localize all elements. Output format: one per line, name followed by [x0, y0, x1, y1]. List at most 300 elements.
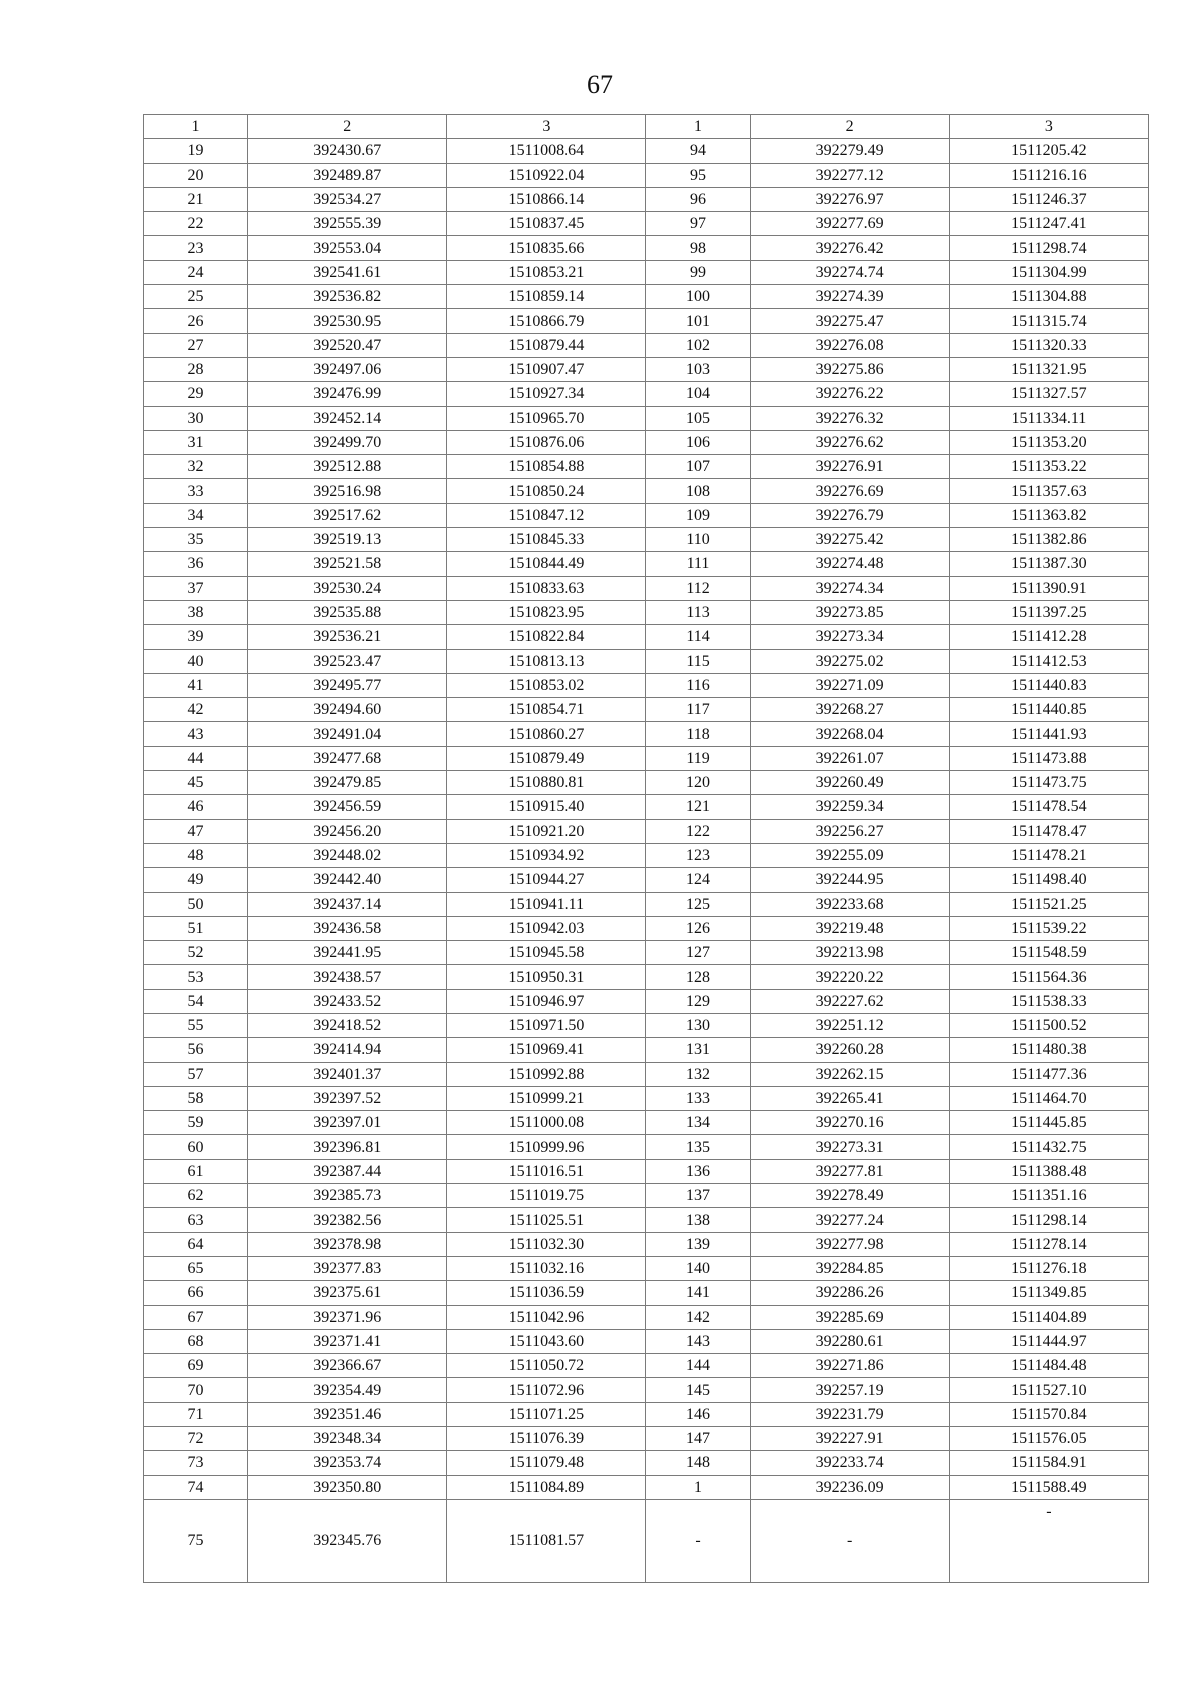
- table-cell: 392401.37: [248, 1062, 447, 1086]
- table-row: [144, 600, 1149, 624]
- table-cell: 1511478.21: [949, 843, 1148, 867]
- table-row: [144, 1159, 1149, 1183]
- table-row: [144, 357, 1149, 381]
- table-cell: 49: [144, 868, 248, 892]
- table-cell: 392251.12: [750, 1013, 949, 1037]
- table-cell: 137: [646, 1184, 750, 1208]
- table-cell: 1511500.52: [949, 1013, 1148, 1037]
- table-cell: 1510879.49: [447, 746, 646, 770]
- table-cell: 48: [144, 843, 248, 867]
- table-cell: 129: [646, 989, 750, 1013]
- table-cell: 1511079.48: [447, 1451, 646, 1475]
- table-cell: 1511588.49: [949, 1475, 1148, 1499]
- table-cell: 1511247.41: [949, 212, 1148, 236]
- table-cell: 1511351.16: [949, 1184, 1148, 1208]
- table-row: [144, 819, 1149, 843]
- table-cell: 26: [144, 309, 248, 333]
- table-row: [144, 1256, 1149, 1280]
- table-cell: 119: [646, 746, 750, 770]
- table-cell: 1510823.95: [447, 600, 646, 624]
- table-cell: 1511084.89: [447, 1475, 646, 1499]
- table-cell: 147: [646, 1427, 750, 1451]
- table-cell: 392276.62: [750, 430, 949, 454]
- table-cell: 1511388.48: [949, 1159, 1148, 1183]
- table-row: [144, 1013, 1149, 1037]
- table-cell: 125: [646, 892, 750, 916]
- table-cell: 36: [144, 552, 248, 576]
- table-cell: 392236.09: [750, 1475, 949, 1499]
- table-cell: 121: [646, 795, 750, 819]
- table-row: [144, 722, 1149, 746]
- table-cell: 392277.69: [750, 212, 949, 236]
- table-cell: 27: [144, 333, 248, 357]
- table-cell: 41: [144, 673, 248, 697]
- table-cell: 392385.73: [248, 1184, 447, 1208]
- table-cell: 118: [646, 722, 750, 746]
- table-cell: 1511480.38: [949, 1038, 1148, 1062]
- table-body: [144, 139, 1149, 1500]
- table-row: [144, 1111, 1149, 1135]
- table-cell: 62: [144, 1184, 248, 1208]
- table-cell: 1511205.42: [949, 139, 1148, 163]
- table-cell: 1511298.14: [949, 1208, 1148, 1232]
- table-cell: 1511441.93: [949, 722, 1148, 746]
- table-cell: 392495.77: [248, 673, 447, 697]
- table-cell: 1511539.22: [949, 916, 1148, 940]
- table-cell: 131: [646, 1038, 750, 1062]
- page-number: 67: [587, 70, 613, 99]
- table-cell: 1510859.14: [447, 285, 646, 309]
- table-cell: 144: [646, 1354, 750, 1378]
- table-row: [144, 187, 1149, 211]
- table-cell: 392275.02: [750, 649, 949, 673]
- table-cell: 1511387.30: [949, 552, 1148, 576]
- table-cell: 392274.48: [750, 552, 949, 576]
- table-cell: 114: [646, 625, 750, 649]
- table-cell: 127: [646, 941, 750, 965]
- table-cell: 392519.13: [248, 528, 447, 552]
- table-cell: 1510866.14: [447, 187, 646, 211]
- table-cell: 30: [144, 406, 248, 430]
- table-cell: 392273.34: [750, 625, 949, 649]
- table-cell: 1511320.33: [949, 333, 1148, 357]
- header-cell: 2: [248, 115, 447, 139]
- table-cell: 70: [144, 1378, 248, 1402]
- table-cell: 148: [646, 1451, 750, 1475]
- table-cell: 43: [144, 722, 248, 746]
- table-cell: 140: [646, 1256, 750, 1280]
- table-cell: 1511478.54: [949, 795, 1148, 819]
- table-row: [144, 1354, 1149, 1378]
- table-row: [144, 479, 1149, 503]
- table-cell: 1510934.92: [447, 843, 646, 867]
- table-cell: 145: [646, 1378, 750, 1402]
- table-cell: 136: [646, 1159, 750, 1183]
- table-cell: 1511000.08: [447, 1111, 646, 1135]
- table-row: [144, 1232, 1149, 1256]
- table-cell: 1510945.58: [447, 941, 646, 965]
- table-cell: 1511357.63: [949, 479, 1148, 503]
- table-cell: 141: [646, 1281, 750, 1305]
- table-cell: 142: [646, 1305, 750, 1329]
- table-cell: 1510847.12: [447, 503, 646, 527]
- table-cell: 1511576.05: [949, 1427, 1148, 1451]
- table-cell: 392276.91: [750, 455, 949, 479]
- table-cell: 392227.91: [750, 1427, 949, 1451]
- header-cell: 3: [447, 115, 646, 139]
- table-row: [144, 1135, 1149, 1159]
- table-cell: 392354.49: [248, 1378, 447, 1402]
- table-cell: 392270.16: [750, 1111, 949, 1135]
- table-cell: 1511484.48: [949, 1354, 1148, 1378]
- table-cell: 39: [144, 625, 248, 649]
- table-cell: 1511304.99: [949, 260, 1148, 284]
- table-cell: 392350.80: [248, 1475, 447, 1499]
- table-cell: 1511050.72: [447, 1354, 646, 1378]
- table-cell: 392276.08: [750, 333, 949, 357]
- table-cell: 392437.14: [248, 892, 447, 916]
- table-cell: 1511276.18: [949, 1256, 1148, 1280]
- table-cell: 1511498.40: [949, 868, 1148, 892]
- table-cell: 97: [646, 212, 750, 236]
- table-row: [144, 1329, 1149, 1353]
- table-cell: 1511412.53: [949, 649, 1148, 673]
- table-cell: 55: [144, 1013, 248, 1037]
- table-cell: 1510992.88: [447, 1062, 646, 1086]
- table-cell: 392378.98: [248, 1232, 447, 1256]
- table-cell: 392387.44: [248, 1159, 447, 1183]
- table-row: [144, 1475, 1149, 1499]
- table-cell: 392257.19: [750, 1378, 949, 1402]
- table-cell: 392371.41: [248, 1329, 447, 1353]
- table-cell: 392233.74: [750, 1451, 949, 1475]
- table-row: [144, 892, 1149, 916]
- table-cell: 392276.32: [750, 406, 949, 430]
- table-row: [144, 528, 1149, 552]
- table-cell: 51: [144, 916, 248, 940]
- coordinates-table: [143, 114, 1149, 1583]
- table-cell: 392535.88: [248, 600, 447, 624]
- table-row: [144, 1402, 1149, 1426]
- table-cell: 1510822.84: [447, 625, 646, 649]
- table-cell: 69: [144, 1354, 248, 1378]
- table-cell: 139: [646, 1232, 750, 1256]
- table-cell: 392219.48: [750, 916, 949, 940]
- table-cell: 392256.27: [750, 819, 949, 843]
- table-cell: 1510971.50: [447, 1013, 646, 1037]
- table-cell: 1510969.41: [447, 1038, 646, 1062]
- table-row: [144, 406, 1149, 430]
- table-cell: 61: [144, 1159, 248, 1183]
- table-cell: 392277.12: [750, 163, 949, 187]
- table-cell: 133: [646, 1086, 750, 1110]
- table-cell: 392371.96: [248, 1305, 447, 1329]
- table-cell: 42: [144, 698, 248, 722]
- table-cell: 1510921.20: [447, 819, 646, 843]
- table-cell: 100: [646, 285, 750, 309]
- table-row: [144, 503, 1149, 527]
- table-cell: 392284.85: [750, 1256, 949, 1280]
- table-cell: 1511019.75: [447, 1184, 646, 1208]
- table-cell: 392397.01: [248, 1111, 447, 1135]
- table-cell: 29: [144, 382, 248, 406]
- table-cell: 57: [144, 1062, 248, 1086]
- table-cell: 392489.87: [248, 163, 447, 187]
- table-row: [144, 1208, 1149, 1232]
- table-cell: 1510922.04: [447, 163, 646, 187]
- table-cell: 392375.61: [248, 1281, 447, 1305]
- table-cell: 392521.58: [248, 552, 447, 576]
- table-cell: 64: [144, 1232, 248, 1256]
- table-cell: 392274.39: [750, 285, 949, 309]
- table-cell: 392517.62: [248, 503, 447, 527]
- table-cell: 1511477.36: [949, 1062, 1148, 1086]
- table-cell: 31: [144, 430, 248, 454]
- table-cell: 116: [646, 673, 750, 697]
- table-cell: 1511008.64: [447, 139, 646, 163]
- table-cell: 38: [144, 600, 248, 624]
- table-cell: 107: [646, 455, 750, 479]
- table-cell: 1511478.47: [949, 819, 1148, 843]
- table-cell: 112: [646, 576, 750, 600]
- table-cell: 392499.70: [248, 430, 447, 454]
- table-cell: 1511042.96: [447, 1305, 646, 1329]
- table-row: [144, 1499, 1149, 1582]
- table-cell: 1510835.66: [447, 236, 646, 260]
- table-cell: 392366.67: [248, 1354, 447, 1378]
- table-cell: 1510879.44: [447, 333, 646, 357]
- table-cell: 94: [646, 139, 750, 163]
- table-cell: 392268.04: [750, 722, 949, 746]
- table-cell: 124: [646, 868, 750, 892]
- table-cell: 25: [144, 285, 248, 309]
- table-cell: 130: [646, 1013, 750, 1037]
- table-row: [144, 1281, 1149, 1305]
- table-cell: 392274.34: [750, 576, 949, 600]
- table-row: [144, 430, 1149, 454]
- table-row: [144, 212, 1149, 236]
- table-row: [144, 1086, 1149, 1110]
- table-cell: 392275.47: [750, 309, 949, 333]
- table-cell: 134: [646, 1111, 750, 1135]
- table-cell: 1511278.14: [949, 1232, 1148, 1256]
- table-cell: 117: [646, 698, 750, 722]
- table-row: [144, 673, 1149, 697]
- table-cell: 392275.86: [750, 357, 949, 381]
- table-cell: 392418.52: [248, 1013, 447, 1037]
- table-cell: 392442.40: [248, 868, 447, 892]
- table-cell: 1510927.34: [447, 382, 646, 406]
- table-cell: 1510833.63: [447, 576, 646, 600]
- table-cell: 1511363.82: [949, 503, 1148, 527]
- table-cell: 22: [144, 212, 248, 236]
- table-cell: 1511353.20: [949, 430, 1148, 454]
- table-cell: 58: [144, 1086, 248, 1110]
- table-cell: 1511016.51: [447, 1159, 646, 1183]
- table-cell: 392286.26: [750, 1281, 949, 1305]
- table-cell: 1510941.11: [447, 892, 646, 916]
- table-cell: 392277.24: [750, 1208, 949, 1232]
- table-cell: 120: [646, 771, 750, 795]
- header-cell: 1: [646, 115, 750, 139]
- table-cell: 99: [646, 260, 750, 284]
- table-cell: 1511404.89: [949, 1305, 1148, 1329]
- table-cell: 1: [646, 1475, 750, 1499]
- table-cell: 44: [144, 746, 248, 770]
- table-cell: 392276.97: [750, 187, 949, 211]
- table-cell: 60: [144, 1135, 248, 1159]
- table-cell: 53: [144, 965, 248, 989]
- table-row: [144, 989, 1149, 1013]
- table-cell: 20: [144, 163, 248, 187]
- table-cell: 392260.49: [750, 771, 949, 795]
- table-row: [144, 941, 1149, 965]
- table-cell: 392261.07: [750, 746, 949, 770]
- table-cell: 111: [646, 552, 750, 576]
- table-cell: 75: [144, 1499, 248, 1582]
- table-cell: 1511349.85: [949, 1281, 1148, 1305]
- table-cell: 1510844.49: [447, 552, 646, 576]
- table-cell: 392273.85: [750, 600, 949, 624]
- table-cell: 1510942.03: [447, 916, 646, 940]
- table-row: [144, 1305, 1149, 1329]
- table-cell: 392491.04: [248, 722, 447, 746]
- table-cell: 1511527.10: [949, 1378, 1148, 1402]
- table-cell: 392377.83: [248, 1256, 447, 1280]
- table-cell: 392259.34: [750, 795, 949, 819]
- table-cell: -: [949, 1499, 1148, 1582]
- table-cell: 54: [144, 989, 248, 1013]
- table-cell: 392276.22: [750, 382, 949, 406]
- table-cell: 1511440.85: [949, 698, 1148, 722]
- table-cell: 47: [144, 819, 248, 843]
- table-cell: 1511584.91: [949, 1451, 1148, 1475]
- table-cell: 1511564.36: [949, 965, 1148, 989]
- table-cell: 67: [144, 1305, 248, 1329]
- table-cell: 392271.09: [750, 673, 949, 697]
- table-row: [144, 1038, 1149, 1062]
- table-cell: 35: [144, 528, 248, 552]
- table-cell: 1511473.75: [949, 771, 1148, 795]
- table-cell: 1511246.37: [949, 187, 1148, 211]
- table-cell: 105: [646, 406, 750, 430]
- table-row: [144, 576, 1149, 600]
- table-cell: 72: [144, 1427, 248, 1451]
- table-cell: 123: [646, 843, 750, 867]
- table-cell: 392227.62: [750, 989, 949, 1013]
- table-cell: 1511327.57: [949, 382, 1148, 406]
- table-cell: 1511397.25: [949, 600, 1148, 624]
- table-cell: 392278.49: [750, 1184, 949, 1208]
- table-cell: 37: [144, 576, 248, 600]
- table-row: [144, 868, 1149, 892]
- table-cell: 1510853.21: [447, 260, 646, 284]
- table-row: [144, 916, 1149, 940]
- table-cell: 33: [144, 479, 248, 503]
- table-cell: 1511440.83: [949, 673, 1148, 697]
- table-cell: 392534.27: [248, 187, 447, 211]
- table-cell: -: [646, 1499, 750, 1582]
- table-cell: 392494.60: [248, 698, 447, 722]
- table-cell: 1510946.97: [447, 989, 646, 1013]
- table-cell: 1511321.95: [949, 357, 1148, 381]
- table-cell: 40: [144, 649, 248, 673]
- table-row: [144, 455, 1149, 479]
- table-row: [144, 163, 1149, 187]
- table-cell: 135: [646, 1135, 750, 1159]
- table-cell: 392456.20: [248, 819, 447, 843]
- table-cell: 1511032.16: [447, 1256, 646, 1280]
- table-cell: 68: [144, 1329, 248, 1353]
- table-cell: 392274.74: [750, 260, 949, 284]
- table-cell: 392345.76: [248, 1499, 447, 1582]
- table-cell: 392277.98: [750, 1232, 949, 1256]
- table-cell: 392262.15: [750, 1062, 949, 1086]
- table-cell: 392438.57: [248, 965, 447, 989]
- table-cell: 1511071.25: [447, 1402, 646, 1426]
- table-cell: 392452.14: [248, 406, 447, 430]
- table-cell: 392348.34: [248, 1427, 447, 1451]
- table-cell: 109: [646, 503, 750, 527]
- table-row: [144, 1184, 1149, 1208]
- table-row: [144, 1451, 1149, 1475]
- table-cell: 392477.68: [248, 746, 447, 770]
- table-cell: 392275.42: [750, 528, 949, 552]
- table-cell: 138: [646, 1208, 750, 1232]
- table-cell: 392233.68: [750, 892, 949, 916]
- table-cell: 21: [144, 187, 248, 211]
- table-row: [144, 333, 1149, 357]
- table-cell: 392479.85: [248, 771, 447, 795]
- table-cell: 392396.81: [248, 1135, 447, 1159]
- table-cell: 1511353.22: [949, 455, 1148, 479]
- table-cell: 392523.47: [248, 649, 447, 673]
- table-cell: 392541.61: [248, 260, 447, 284]
- table-cell: 392441.95: [248, 941, 447, 965]
- table-cell: 1510854.71: [447, 698, 646, 722]
- table-cell: 392516.98: [248, 479, 447, 503]
- table-cell: 392260.28: [750, 1038, 949, 1062]
- table-row: [144, 1062, 1149, 1086]
- table-cell: 143: [646, 1329, 750, 1353]
- table-cell: 392512.88: [248, 455, 447, 479]
- table-cell: 392244.95: [750, 868, 949, 892]
- table-cell: 392536.21: [248, 625, 447, 649]
- table-cell: 96: [646, 187, 750, 211]
- table-cell: 113: [646, 600, 750, 624]
- table-cell: 1511464.70: [949, 1086, 1148, 1110]
- table-cell: 392351.46: [248, 1402, 447, 1426]
- table-cell: -: [750, 1499, 949, 1582]
- table-cell: 1510965.70: [447, 406, 646, 430]
- table-cell: 1510876.06: [447, 430, 646, 454]
- table-row: [144, 965, 1149, 989]
- table-cell: 132: [646, 1062, 750, 1086]
- table-cell: 1511444.97: [949, 1329, 1148, 1353]
- table-cell: 63: [144, 1208, 248, 1232]
- table-cell: 28: [144, 357, 248, 381]
- table-cell: 1511304.88: [949, 285, 1148, 309]
- table-cell: 122: [646, 819, 750, 843]
- table-cell: 1511076.39: [447, 1427, 646, 1451]
- table-cell: 24: [144, 260, 248, 284]
- table-row: [144, 382, 1149, 406]
- table-cell: 392276.42: [750, 236, 949, 260]
- table-cell: 392530.95: [248, 309, 447, 333]
- table-cell: 1510866.79: [447, 309, 646, 333]
- table-cell: 392436.58: [248, 916, 447, 940]
- table-cell: 1511473.88: [949, 746, 1148, 770]
